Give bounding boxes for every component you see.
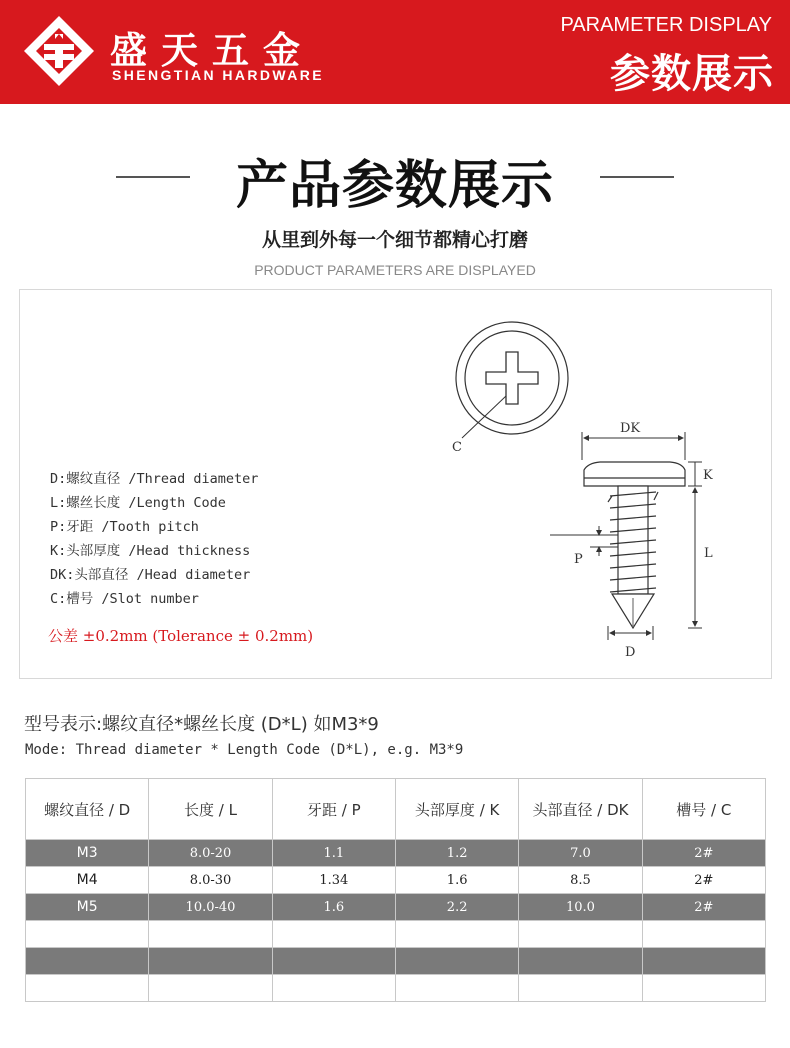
table-cell: 1.34 <box>272 867 395 894</box>
legend-item-d: D:螺纹直径 /Thread diameter <box>50 471 259 487</box>
table-cell: 2# <box>642 894 765 921</box>
section-subtitle-en: PRODUCT PARAMETERS ARE DISPLAYED <box>254 262 536 278</box>
table-cell <box>395 948 518 975</box>
table-cell <box>26 948 149 975</box>
parameter-legend <box>50 467 258 611</box>
table-cell <box>519 948 642 975</box>
legend-item-p: P:牙距 /Tooth pitch <box>50 519 199 535</box>
header-head-diameter: 头部直径 / DK <box>519 779 642 840</box>
table-cell: 1.1 <box>272 840 395 867</box>
table-row <box>26 948 766 975</box>
table-cell: 8.5 <box>519 867 642 894</box>
table-cell <box>395 975 518 1002</box>
table-cell <box>642 975 765 1002</box>
table-cell: 1.6 <box>395 867 518 894</box>
table-cell <box>26 975 149 1002</box>
table-row <box>26 894 766 921</box>
tolerance-note: 公差 ±0.2mm (Tolerance ± 0.2mm) <box>48 627 314 645</box>
table-cell <box>26 921 149 948</box>
label-l: L <box>704 546 713 561</box>
screw-side-view <box>584 462 685 628</box>
table-cell <box>149 948 272 975</box>
table-cell <box>395 921 518 948</box>
table-cell: 8.0-20 <box>149 840 272 867</box>
header-slot-number: 槽号 / C <box>642 779 765 840</box>
table-cell: M5 <box>26 894 149 921</box>
brand-name-cn: 盛天五金 <box>110 29 314 72</box>
screw-head-top-view <box>456 322 568 438</box>
header-pitch: 牙距 / P <box>272 779 395 840</box>
section-subtitle: 从里到外每一个细节都精心打磨 <box>261 229 528 251</box>
label-dk: DK <box>620 421 641 436</box>
parameter-display-cn: 参数展示 <box>610 51 774 97</box>
header-head-thickness: 头部厚度 / K <box>395 779 518 840</box>
header-thread-diameter: 螺纹直径 / D <box>26 779 149 840</box>
table-cell <box>149 921 272 948</box>
section-title: 产品参数展示 <box>235 156 554 216</box>
table-row <box>26 840 766 867</box>
legend-item-dk: DK:头部直径 /Head diameter <box>50 567 251 583</box>
table-row <box>26 975 766 1002</box>
table-cell <box>149 975 272 1002</box>
legend-item-c: C:槽号 /Slot number <box>50 591 199 607</box>
legend-item-k: K:头部厚度 /Head thickness <box>50 543 251 559</box>
table-cell: 7.0 <box>519 840 642 867</box>
table-cell <box>642 948 765 975</box>
header-length: 长度 / L <box>149 779 272 840</box>
label-d: D <box>625 645 636 660</box>
table-cell: M4 <box>26 867 149 894</box>
d-dimension <box>608 626 653 640</box>
table-row <box>26 921 766 948</box>
table-cell <box>272 921 395 948</box>
table-cell: 10.0 <box>519 894 642 921</box>
table-cell: 1.2 <box>395 840 518 867</box>
p-dimension <box>550 526 618 556</box>
table-cell: 2# <box>642 840 765 867</box>
table-header-row <box>26 779 766 840</box>
label-p: P <box>574 552 583 567</box>
k-dimension <box>688 462 702 486</box>
table-cell: 8.0-30 <box>149 867 272 894</box>
label-k: K <box>703 468 713 483</box>
model-notation-en: Mode: Thread diameter * Length Code (D*L), e.g. M3*9 <box>25 742 464 758</box>
table-row <box>26 867 766 894</box>
table-cell <box>272 975 395 1002</box>
table-cell <box>519 975 642 1002</box>
table-cell: 1.6 <box>272 894 395 921</box>
l-dimension <box>688 488 702 628</box>
table-cell: M3 <box>26 840 149 867</box>
spec-table <box>25 778 766 1002</box>
table-cell: 2# <box>642 867 765 894</box>
table-cell <box>519 921 642 948</box>
table-cell: 2.2 <box>395 894 518 921</box>
label-c: C <box>452 440 462 455</box>
parameter-display-en: PARAMETER DISPLAY <box>560 14 772 36</box>
table-cell <box>642 921 765 948</box>
table-cell: 10.0-40 <box>149 894 272 921</box>
model-notation-cn: 型号表示:螺纹直径*螺丝长度 (D*L) 如M3*9 <box>24 714 379 735</box>
brand-name-en: SHENGTIAN HARDWARE <box>112 67 324 83</box>
legend-item-l: L:螺丝长度 /Length Code <box>50 495 226 511</box>
table-cell <box>272 948 395 975</box>
dk-dimension <box>582 432 685 460</box>
